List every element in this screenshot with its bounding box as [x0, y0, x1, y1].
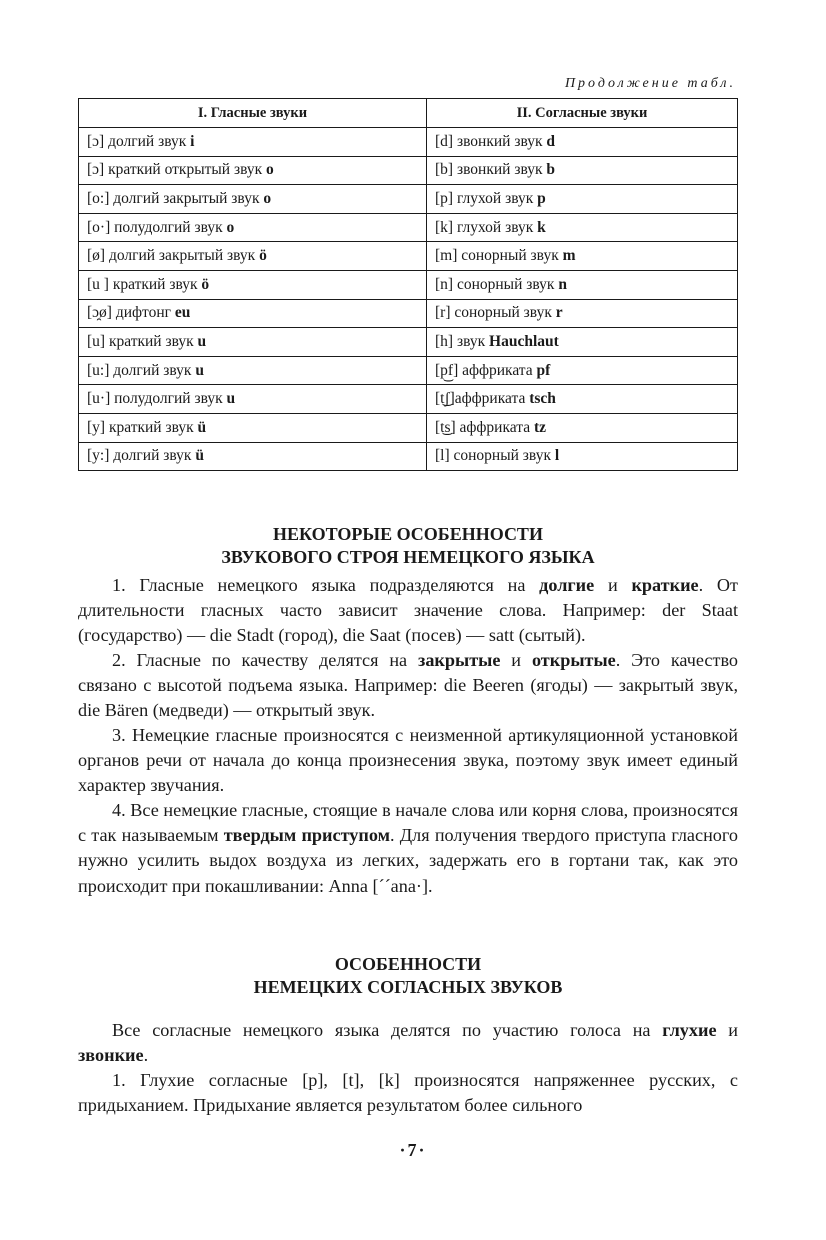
consonant-cell	[427, 270, 738, 299]
cell-letter: u	[195, 361, 204, 379]
page-number: ·7·	[399, 1140, 427, 1160]
table-body	[79, 128, 738, 471]
vowel-cell	[79, 442, 427, 471]
paragraph-vowel-quality	[78, 648, 738, 724]
cell-letter: o	[266, 161, 274, 179]
table-row	[79, 213, 738, 242]
vowel-cell	[79, 328, 427, 357]
vowel-cell	[79, 242, 427, 271]
paragraph-aspiration	[78, 1068, 738, 1118]
cell-letter: o	[263, 189, 272, 207]
table-row	[79, 156, 738, 185]
cell-letter: Hauchlaut	[489, 332, 559, 350]
cell-text: [m] сонорный звук	[435, 247, 563, 265]
cell-letter: i	[190, 132, 195, 150]
cell-text: [y] краткий звук	[87, 418, 198, 436]
table-row	[79, 328, 738, 357]
vowel-cell	[79, 413, 427, 442]
cell-text: [ø] долгий закрытый звук	[87, 247, 260, 265]
consonant-cell	[427, 128, 738, 157]
cell-letter: d	[546, 132, 556, 150]
cell-text: [u] краткий звук	[87, 332, 198, 350]
bold-term: закрытые	[418, 650, 501, 670]
cell-text: [k] глухой звук	[435, 218, 538, 236]
vowel-cell	[79, 356, 427, 385]
cell-text: [b] звонкий звук	[435, 161, 547, 179]
text: Все согласные немецкого языка делятся по участию голоса на	[112, 1020, 663, 1040]
cell-text: [h] звук	[435, 332, 490, 350]
consonant-cell	[427, 328, 738, 357]
cell-text: [u·] полудолгий звук	[87, 390, 227, 408]
bold-term: твердым приступом	[223, 825, 390, 846]
section-title-line: НЕКОТОРЫЕ ОСОБЕННОСТИ	[273, 524, 543, 544]
vowel-cell	[79, 299, 427, 328]
paragraph-hard-onset	[78, 798, 738, 899]
table-row	[79, 356, 738, 385]
vowel-cell	[79, 213, 427, 242]
cell-text: [r] сонорный звук	[435, 304, 556, 322]
cell-letter: b	[546, 161, 556, 179]
section-title-line: ОСОБЕННОСТИ	[334, 954, 482, 974]
cell-letter: o	[226, 218, 235, 236]
cell-letter: n	[558, 275, 567, 293]
cell-text: [u ] краткий звук	[87, 275, 202, 293]
table-row	[79, 413, 738, 442]
vowel-cell	[79, 128, 427, 157]
section-title-line: ЗВУКОВОГО СТРОЯ НЕМЕЦКОГО ЯЗЫКА	[221, 547, 595, 567]
cell-text: [n] сонорный звук	[435, 275, 559, 293]
vowel-cell	[79, 156, 427, 185]
cell-text: [d] звонкий звук	[435, 132, 547, 150]
consonant-cell	[427, 442, 738, 471]
sounds-table	[78, 98, 738, 471]
text: 1. Гласные немецкого языка подразделяются на	[112, 575, 540, 595]
cell-letter: ü	[197, 418, 207, 436]
cell-text: [p] глухой звук	[435, 189, 538, 207]
consonant-cell	[427, 156, 738, 185]
cell-text: [y:] долгий звук	[87, 447, 196, 465]
cell-letter: p	[537, 189, 546, 207]
cell-letter: k	[537, 218, 546, 236]
text: . От длительности гласных часто зависит значение слова. Например: der Staat (государство) — die Stadt (город), die Saat (посев) — satt (сытый).	[78, 575, 738, 646]
cell-letter: tz	[533, 418, 546, 436]
cell-text: [l] сонорный звук	[435, 447, 555, 465]
paragraph-voiced-voiceless	[78, 1018, 738, 1068]
cell-text: [t͜s] аффриката	[435, 418, 534, 436]
bold-term: открытые	[531, 650, 616, 670]
table-row	[79, 299, 738, 328]
table-row	[79, 270, 738, 299]
vowel-cell	[79, 385, 427, 414]
text: .	[143, 1045, 149, 1066]
vowel-cell	[79, 185, 427, 214]
cell-text: [o:] долгий закрытый звук	[87, 189, 264, 207]
consonant-cell	[427, 385, 738, 414]
cell-letter: u	[226, 390, 236, 408]
cell-text: [u:] долгий звук	[87, 361, 196, 379]
bold-term: краткие	[631, 575, 699, 595]
text: 3. Немецкие гласные произносятся с неизменной артикуляционной установкой органов речи от начала до конца произнесения звука, поэтому звук имеет единый характер звучания.	[78, 725, 738, 796]
table-header-row	[79, 99, 738, 128]
cell-text: [ɔ] краткий открытый звук	[87, 161, 267, 179]
text: 2. Гласные по качеству делятся на	[112, 650, 419, 670]
text: и	[716, 1020, 739, 1040]
header-consonants: II. Согласные звуки	[427, 99, 738, 128]
cell-text: [ɔ̯ø] дифтонг	[87, 304, 175, 322]
section-title-vowels	[78, 523, 738, 569]
cell-letter: ö	[201, 275, 210, 293]
cell-text: [t͜ʃ]аффриката	[435, 390, 530, 408]
cell-letter: u	[197, 332, 207, 350]
cell-text: [p͜f] аффриката	[435, 361, 537, 379]
text: и	[500, 650, 532, 670]
vowel-cell	[79, 270, 427, 299]
consonant-cell	[427, 185, 738, 214]
table-row	[79, 385, 738, 414]
paragraph-articulation	[78, 723, 738, 799]
table-row	[79, 128, 738, 157]
text: . Это качество связано с высотой подъема языка. Например: die Beeren (ягоды) — закрытый звук, die Bären (медведи) — открытый звук.	[78, 650, 739, 721]
cell-text: [ɔ] долгий звук	[87, 132, 191, 150]
text: 4. Все немецкие гласные, стоящие в начале слова или корня слова, произносятся с так называемым	[78, 800, 738, 846]
text: 1. Глухие согласные [p], [t], [k] произносятся напряженнее русских, с придыханием. Придыхание является результатом более сильного	[78, 1070, 738, 1116]
table-row	[79, 242, 738, 271]
text: и	[594, 575, 632, 595]
consonant-cell	[427, 413, 738, 442]
bold-term: глухие	[662, 1020, 717, 1040]
text: . Для получения твердого приступа гласного нужно усилить выдох воздуха из легких, задержать его в гортани так, как это происходит при покашливании: Anna [´´ana·].	[78, 825, 738, 896]
cell-letter: l	[554, 447, 560, 465]
consonant-cell	[427, 213, 738, 242]
cell-letter: tsch	[529, 390, 556, 408]
cell-letter: r	[555, 304, 563, 322]
header-vowels: I. Гласные звуки	[79, 99, 427, 128]
bold-term: долгие	[539, 575, 595, 595]
cell-letter: ö	[259, 247, 267, 265]
cell-letter: eu	[174, 304, 191, 322]
cell-text: [o·] полудолгий звук	[87, 218, 227, 236]
table-continued-label: Продолжение табл.	[564, 76, 736, 91]
table-row	[79, 442, 738, 471]
section-title-line: НЕМЕЦКИХ СОГЛАСНЫХ ЗВУКОВ	[253, 977, 563, 997]
consonant-cell	[427, 356, 738, 385]
paragraph-vowel-length	[78, 573, 738, 649]
section-title-consonants	[78, 953, 738, 999]
cell-letter: m	[562, 247, 576, 265]
consonant-cell	[427, 299, 738, 328]
cell-letter: pf	[536, 361, 551, 379]
table-row	[79, 185, 738, 214]
consonant-cell	[427, 242, 738, 271]
cell-letter: ü	[195, 447, 204, 465]
bold-term: звонкие	[78, 1045, 144, 1066]
